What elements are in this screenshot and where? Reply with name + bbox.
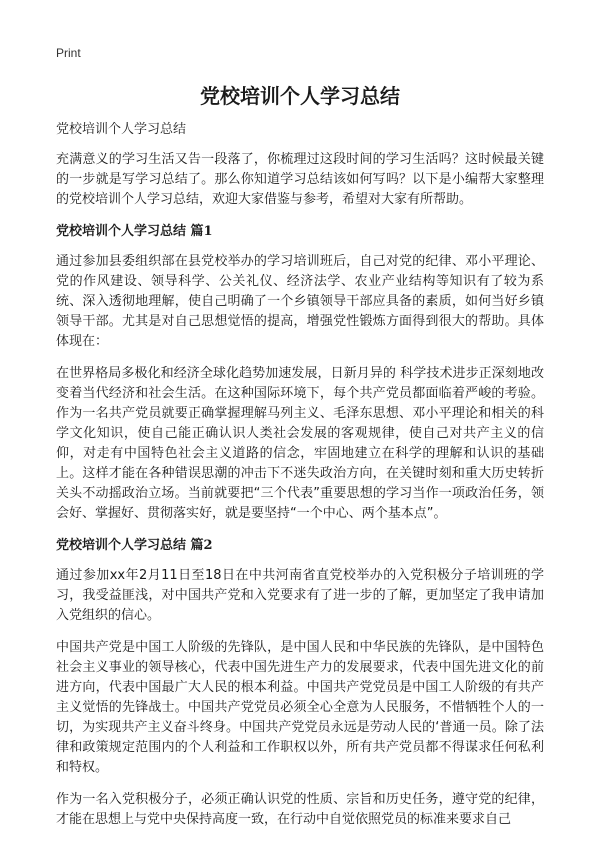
body-paragraph: 通过参加xx年2月11日至18日在中共河南省直党校举办的入党积极分子培训班的学习，我受益匪浅，对中国共产党和入党要求有了进一步的了解，更加坚定了我申请加入党组织的信心。 [56,568,544,623]
body-paragraph: 作为一名入党积极分子，必须正确认识党的性质、宗旨和历史任务，遵守党的纪律，才能在思想上与党中央保持高度一致，在行动中自觉依照党员的标准来要求自己 [56,792,544,827]
body-paragraph: 在世界格局多极化和经济全球化趋势加速发展，日新月异的 科学技术进步正深刻地改变着当代经济和社会生活。在这种国际环境下，每个共产党员都面临着严峻的考验。作为一名共产党员就要正确掌握理解马列主义、毛泽东思想、邓小平理论和相关的科学文化知识，使自己能正确认识人类社会发展的客观规律，使自己对共产主义的信仰，对走有中国特色社会主义道路的信念，牢固地建立在科学的理解和认识的基础上。这样才能在各种错误思潮的冲击下不迷失政治方向，在关键时刻和重大历史转折关头不动摇政治立场。当前就要把“三个代表”重要思想的学习当作一项政治任务，领会好、掌握好、贯彻落实好，就是要坚持“一个中心、两个基本点”。 [56,366,544,521]
body-paragraph: 通过参加县委组织部在县党校举办的学习培训班后，自己对党的纪律、邓小平理论、党的作风建设、领导科学、公关礼仪、经济法学、农业产业结构等知识有了较为系统、深入透彻地理解，使自己明确了一个乡镇领导干部应具备的素质，如何当好乡镇领导干部。尤其是对自己思想觉悟的提高，增强党性锻炼方面得到很大的帮助。具体体现在： [56,254,544,349]
document-body [56,120,544,842]
print-label[interactable]: Print [56,46,81,60]
section-1 [56,222,544,524]
body-paragraph: 中国共产党是中国工人阶级的先锋队，是中国人民和中华民族的先锋队，是中国特色社会主义事业的领导核心，代表中国先进生产力的发展要求，代表中国先进文化的前进方向，代表中国最广大人民的根本利益。中国共产党党员是中国工人阶级的有共产主义觉悟的先锋战士。中国共产党党员必须全心全意为人民服务，不惜牺牲个人的一切，为实现共产主义奋斗终身。中国共产党党员永远是劳动人民的‘普通一员。除了法律和政策规定范围内的个人利益和工作职权以外，所有共产党员都不得谋求任何私利和特权。 [56,640,544,775]
document-subtitle: 党校培训个人学习总结 [56,122,187,137]
section-heading: 党校培训个人学习总结 篇1 [56,224,213,239]
section-heading: 党校培训个人学习总结 篇2 [56,538,213,553]
section-2 [56,536,544,830]
intro-paragraph: 充满意义的学习生活又告一段落了，你梳理过这段时间的学习生活吗？这时候最关键的一步就是写学习总结了。那么你知道学习总结该如何写吗？以下是小编帮大家整理的党校培训个人学习总结，欢迎大家借鉴与参考，希望对大家有所帮助。 [56,152,544,207]
page-title: 党校培训个人学习总结 [200,84,400,108]
